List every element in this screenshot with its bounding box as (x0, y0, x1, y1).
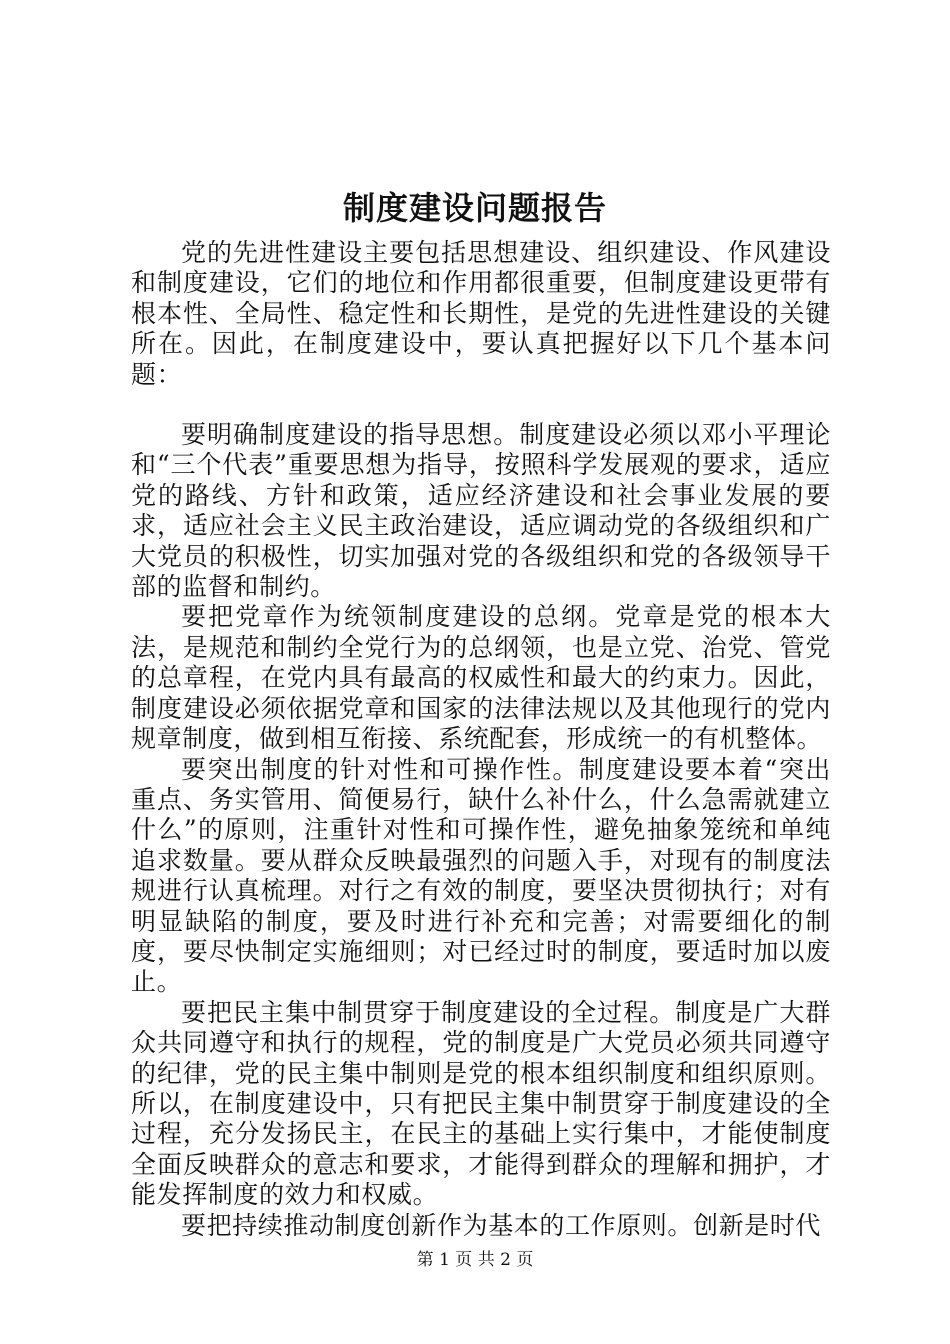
paragraph-innovation: 要把持续推动制度创新作为基本的工作原则。创新是时代 (181, 1210, 822, 1240)
paragraph-party-constitution: 要把党章作为统领制度建设的总纲。党章是党的根本大法，是规范和制约全党行为的总纲领，也是立党、治党、管党的总章程，在党内具有最高的权威性和最大的约束力。因此，制度建设必须依据党章和国家的法律法规以及其他现行的党内规章制度，做到相互衔接、系统配套，形成统一的有机整体。 (131, 602, 831, 754)
paragraph-guiding-ideology: 要明确制度建设的指导思想。制度建设必须以邓小平理论和“三个代表”重要思想为指导，按照科学发展观的要求，适应党的路线、方针和政策，适应经济建设和社会事业发展的要求，适应社会主义民主政治建设，适应调动党的各级组织和广大党员的积极性，切实加强对党的各级组织和党的各级领导干部的监督和制约。 (131, 420, 831, 602)
page-number-footer: 第 1 页 共 2 页 (416, 1250, 534, 1270)
paragraph-democratic-centralism: 要把民主集中制贯穿于制度建设的全过程。制度是广大群众共同遵守和执行的规程，党的制度是广大党员必须共同遵守的纪律，党的民主集中制则是党的根本组织制度和组织原则。所以，在制度建设中，只有把民主集中制贯穿于制度建设的全过程，充分发扬民主，在民主的基础上实行集中，才能使制度全面反映群众的意志和要求，才能得到群众的理解和拥护，才能发挥制度的效力和权威。 (131, 997, 831, 1210)
page-title: 制度建设问题报告 (342, 189, 607, 227)
paragraph-intro: 党的先进性建设主要包括思想建设、组织建设、作风建设和制度建设，它们的地位和作用都很重要，但制度建设更带有根本性、全局性、稳定性和长期性，是党的先进性建设的关键所在。因此，在制度建设中，要认真把握好以下几个基本问题： (131, 238, 831, 389)
paragraph-operability: 要突出制度的针对性和可操作性。制度建设要本着“突出重点、务实管用、简便易行，缺什么补什么，什么急需就建立什么”的原则，注重针对性和可操作性，避免抽象笼统和单纯追求数量。要从群众反映最强烈的问题入手，对现有的制度法规进行认真梳理。对行之有效的制度，要坚决贯彻执行；对有明显缺陷的制度，要及时进行补充和完善；对需要细化的制度，要尽快制定实施细则；对已经过时的制度，要适时加以废止。 (131, 754, 831, 997)
document-body (131, 238, 831, 1241)
